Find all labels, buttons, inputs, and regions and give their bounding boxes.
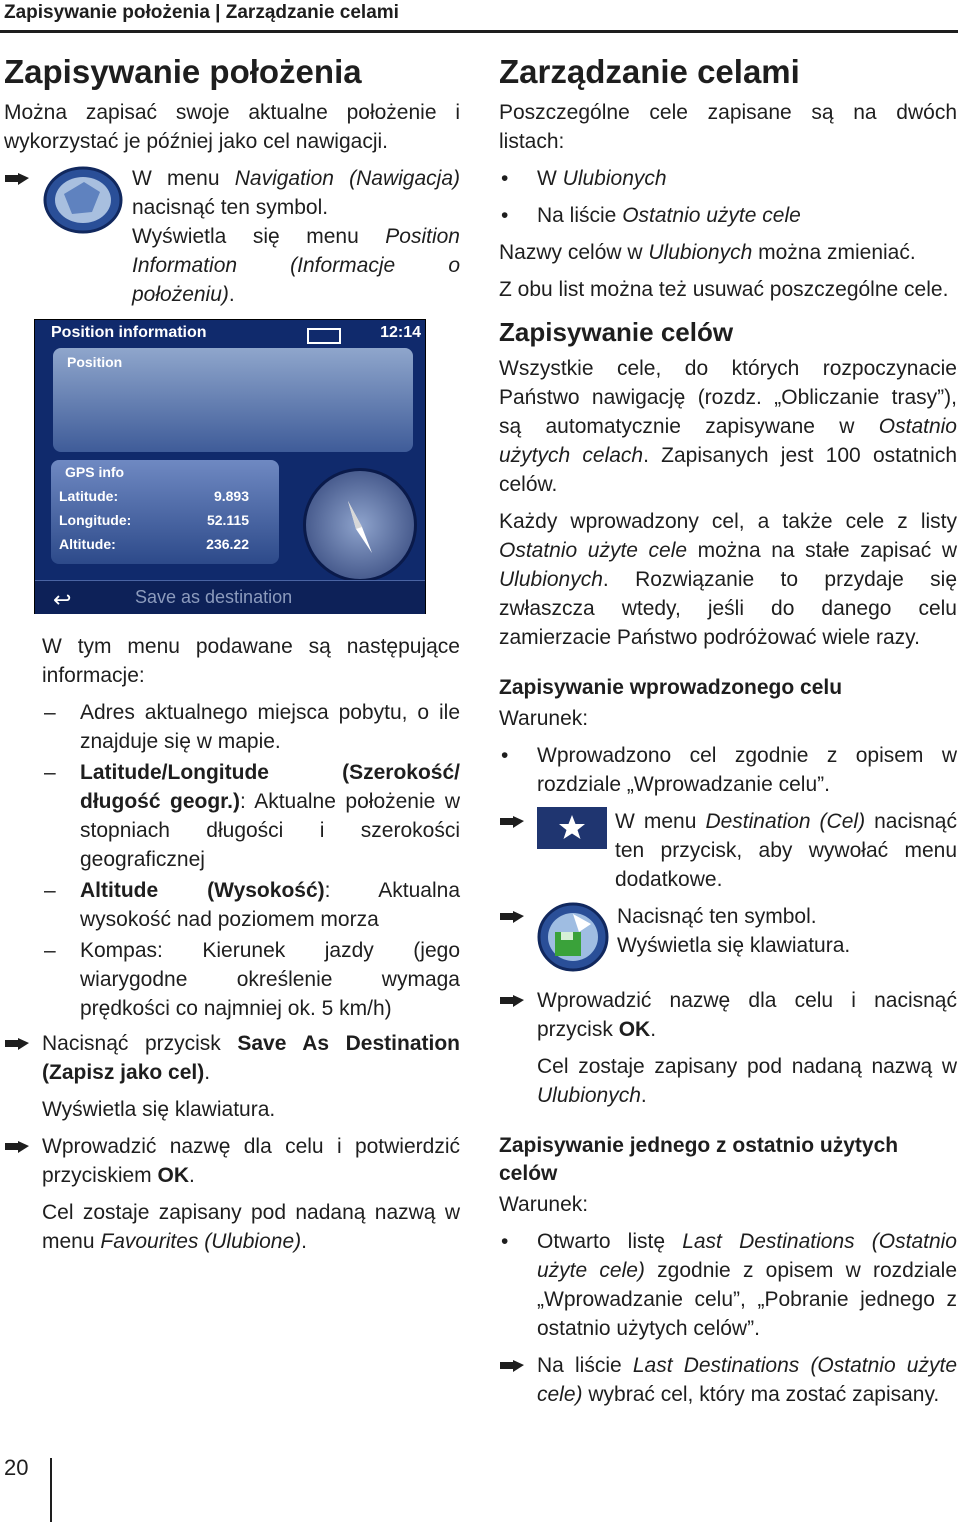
p4-d: Ulubionych <box>499 568 603 591</box>
gps-info-panel <box>51 460 279 564</box>
pointing-hand-icon <box>499 1359 525 1373</box>
right-heading: Zarządzanie celami <box>499 53 800 90</box>
step3-ok: OK <box>157 1164 190 1187</box>
position-panel-label: Position <box>67 354 123 370</box>
dash-item-address: – Adres aktualnego miejsca pobytu, o ile znajduje się w mapie. <box>42 698 460 756</box>
step3-text-c: . <box>189 1164 195 1187</box>
step1-menu-position-info: Position Information (Informacje o położeniu) <box>132 225 460 306</box>
s1-c: nacisnąć ten przycisk, aby wywołać menu dodatkowe. <box>615 810 957 891</box>
p4-b: Ostatnio użyte cele <box>499 539 688 562</box>
bullet-recent <box>499 201 957 230</box>
step2-text-c: . <box>204 1061 211 1084</box>
pointing-hand-icon <box>4 172 30 186</box>
bullet-text-a: Na liście <box>537 204 623 227</box>
condition-label-2: Warunek: <box>499 1193 589 1216</box>
dash-item-altitude <box>42 876 460 934</box>
step3-result <box>4 1198 460 1256</box>
p4-c: można na stałe zapisać w <box>687 539 958 562</box>
s3-result <box>499 1052 957 1110</box>
battery-icon <box>307 328 341 344</box>
p1-b: Ulubionych <box>648 241 753 264</box>
p3-a: Wszystkie cele, do których rozpoczynacie Państwo nawigację (rozdz. „Obliczanie trasy”), są automatycznie zapisywane w <box>499 357 957 438</box>
s1-a: W menu <box>615 810 706 833</box>
step-destination-button <box>499 807 957 894</box>
step1-text-f: . <box>228 283 235 306</box>
pointing-hand-icon <box>499 910 525 924</box>
s2-result: Wyświetla się klawiatura. <box>617 934 851 957</box>
step2-result: Wyświetla się klawiatura. <box>42 1098 276 1121</box>
bullet-last-destinations <box>499 1227 957 1343</box>
gps-row-altitude <box>59 536 259 552</box>
screen-title: Position information <box>51 324 207 341</box>
step2-text-a: Nacisnąć przycisk <box>42 1032 238 1055</box>
s3-ok: OK <box>618 1018 651 1041</box>
right-intro: Poszczególne cele zapisane są na dwóch listach: <box>499 101 957 153</box>
step-position-symbol <box>4 164 460 309</box>
bullet-text-b: Ulubionych <box>562 167 667 190</box>
s4-c: wybrać cel, który ma zostać zapisany. <box>582 1383 940 1406</box>
bullet-text-b: Ostatnio użyte cele <box>622 204 801 227</box>
position-information-screenshot <box>34 319 426 614</box>
step-save-as-destination <box>4 1029 460 1087</box>
s3-result-c: . <box>640 1084 647 1107</box>
dash-bold: Altitude (Wysokość) <box>80 879 325 902</box>
pointing-hand-icon <box>4 1037 30 1051</box>
left-intro: Można zapisać swoje aktualne położenie i wykorzystać je później jako cel nawigacji. <box>4 101 460 153</box>
left-column <box>4 52 460 1264</box>
position-panel <box>53 348 413 452</box>
p3-c: . Zapisanych jest 100 ostatnich celów. <box>499 444 957 496</box>
dash-rest: : Aktualne położenie w stopniach długości i szerokości geograficznej <box>80 790 460 871</box>
gps-row-label: Altitude: <box>59 536 116 552</box>
header-rule <box>0 30 958 33</box>
compass-icon <box>303 468 417 582</box>
dash-bold: Latitude/Longitude (Szerokość/ długość geogr.) <box>80 761 460 813</box>
page-number-rule <box>50 1458 52 1522</box>
delete-paragraph: Z obu list można też usuwać poszczególne cele. <box>499 278 949 301</box>
gps-row-label: Longitude: <box>59 512 132 528</box>
star-button-icon <box>537 807 607 849</box>
page-number: 20 <box>4 1455 29 1480</box>
step-select-recent <box>499 1351 957 1409</box>
gps-row-value: 236.22 <box>206 536 249 552</box>
dash-item-compass: – Kompas: Kierunek jazdy (jego wiarygodne określenie wymaga prędkości co najmniej ok. 5 km/h) <box>42 936 460 1023</box>
gps-row-label: Latitude: <box>59 488 119 504</box>
gps-row-value: 9.893 <box>213 488 249 504</box>
s3-c: . <box>650 1018 657 1041</box>
step1-menu-navigation: Navigation (Nawigacja) <box>234 167 460 190</box>
step3-result-a: Cel zostaje zapisany pod nadaną nazwą w menu <box>42 1201 460 1253</box>
condition-label: Warunek: <box>499 707 589 730</box>
auto-save-paragraph <box>499 354 957 499</box>
favourites-paragraph <box>499 507 957 652</box>
step1-text-a: W menu <box>132 167 235 190</box>
gps-row-latitude <box>59 488 259 504</box>
p1-a: Nazwy celów w <box>499 241 649 264</box>
bullet-text-a: W <box>537 167 563 190</box>
step3-result-c: . <box>301 1230 307 1253</box>
step2-button-name: Save As Destination (Zapisz jako cel) <box>42 1032 460 1084</box>
step-enter-name <box>4 1132 460 1190</box>
saving-destinations-heading: Zapisywanie celów <box>499 317 734 347</box>
right-column <box>499 52 957 1417</box>
gps-row-longitude <box>59 512 259 528</box>
step1-text-d: Wyświetla się menu <box>132 225 386 248</box>
pointing-hand-icon <box>499 815 525 829</box>
step3-text-a: Wprowadzić nazwę dla celu i potwierdzić przyciskiem <box>42 1135 460 1187</box>
p4-e: . Rozwiązanie to przydaje się zwłaszcza wtedy, jeśli do danego celu zamierzacie Państwo podróżować wiele razy. <box>499 568 957 649</box>
b4-c: zgodnie z opisem w rozdziale „Wprowadzanie celu”, „Pobranie jednego z ostatnio użytych celów”. <box>537 1259 958 1340</box>
step-save-symbol <box>499 902 957 972</box>
step3-result-favourites: Favourites (Ulubione) <box>100 1230 302 1253</box>
screen-time: 12:14 <box>380 324 421 341</box>
gps-row-value: 52.115 <box>206 512 249 528</box>
save-entered-heading: Zapisywanie wprowadzonego celu <box>499 676 843 699</box>
p3-b: Ostatnio użytych celach <box>499 415 957 467</box>
back-icon[interactable]: ↩ <box>53 587 72 612</box>
menu-intro: W tym menu podawane są następujące informacje: <box>42 635 460 687</box>
s3-result-b: Ulubionych <box>537 1084 641 1107</box>
s2-text: Nacisnąć ten symbol. <box>617 905 817 928</box>
running-header: Zapisywanie położenia | Zarządzanie celami <box>4 2 399 23</box>
save-recent-heading: Zapisywanie jednego z ostatnio użytych celów <box>499 1134 899 1185</box>
left-heading: Zapisywanie położenia <box>4 53 362 90</box>
b4-b: Last Destinations (Ostatnio użyte cele) <box>537 1230 957 1282</box>
p1-c: można zmieniać. <box>752 241 916 264</box>
pointing-hand-icon <box>4 1140 30 1154</box>
save-as-destination-button[interactable]: Save as destination <box>135 587 293 607</box>
position-info-symbol-icon <box>42 164 124 236</box>
s1-b: Destination (Cel) <box>705 810 866 833</box>
p4-a: Każdy wprowadzony cel, a także cele z listy <box>499 510 957 533</box>
b4-a: Otwarto listę <box>537 1230 683 1253</box>
save-destination-symbol-icon <box>537 902 609 972</box>
s4-b: Last Destinations (Ostatnio użyte cele) <box>537 1354 957 1406</box>
s3-result-a: Cel zostaje zapisany pod nadaną nazwą w <box>537 1055 957 1078</box>
dash-rest: : Aktualna wysokość nad poziomem morza <box>80 879 461 931</box>
step1-text-c: nacisnąć ten symbol. <box>132 196 329 219</box>
step-enter-name-ok <box>499 986 957 1044</box>
s4-a: Na liście <box>537 1354 633 1377</box>
pointing-hand-icon <box>499 994 525 1008</box>
screen-bottom-bar <box>35 580 425 614</box>
bullet-favourites <box>499 164 957 193</box>
s3-a: Wprowadzić nazwę dla celu i nacisnąć przycisk <box>537 989 957 1041</box>
rename-paragraph <box>499 238 957 267</box>
gps-info-label: GPS info <box>65 464 125 480</box>
bullet-entered-destination: • Wprowadzono cel zgodnie z opisem w rozdziale „Wprowadzanie celu”. <box>499 741 957 799</box>
dash-item-lat-long <box>42 758 460 874</box>
